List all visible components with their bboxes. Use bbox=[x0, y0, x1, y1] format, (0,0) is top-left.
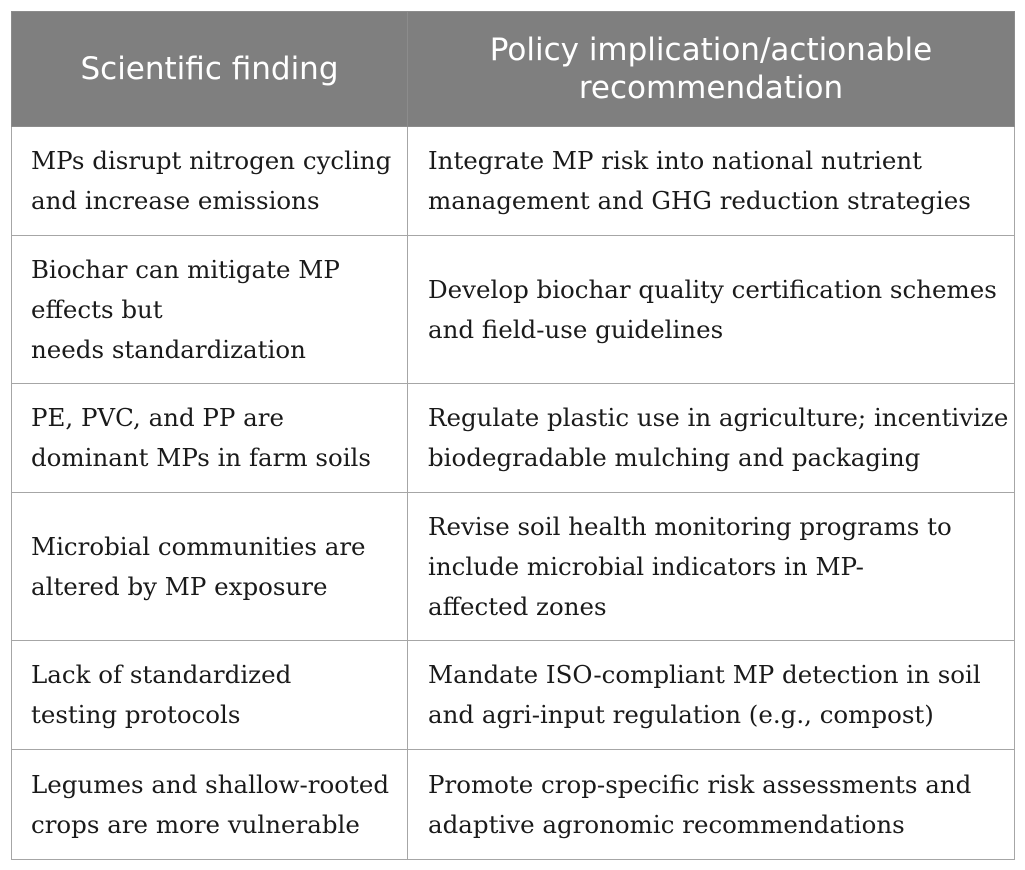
header-finding-text: Scientific finding bbox=[80, 51, 339, 87]
finding-cell bbox=[12, 236, 408, 384]
table-row bbox=[12, 750, 1015, 860]
policy-line: biodegradable mulching and packaging bbox=[428, 443, 921, 472]
table-row bbox=[12, 493, 1015, 641]
policy-cell bbox=[408, 236, 1015, 384]
header-policy-text-line1: Policy implication/actionable bbox=[489, 32, 933, 68]
header-scientific-finding bbox=[12, 12, 408, 127]
policy-cell bbox=[408, 493, 1015, 641]
policy-line: adaptive agronomic recommendations bbox=[428, 809, 905, 839]
policy-cell bbox=[408, 127, 1015, 236]
finding-cell bbox=[12, 641, 408, 750]
policy-cell bbox=[408, 641, 1015, 750]
table-row bbox=[12, 127, 1015, 236]
policy-line: include microbial indicators in MP- bbox=[428, 551, 864, 581]
header-policy-text-line2: recommendation bbox=[578, 70, 844, 106]
finding-line: altered by MP exposure bbox=[31, 571, 328, 601]
header-row bbox=[12, 12, 1015, 127]
policy-line: and field-use guidelines bbox=[428, 314, 724, 344]
table-row bbox=[12, 384, 1015, 493]
table-row bbox=[12, 236, 1015, 384]
finding-line: dominant MPs in farm soils bbox=[31, 443, 371, 472]
finding-cell bbox=[12, 750, 408, 860]
header-policy-implication bbox=[408, 12, 1015, 127]
policy-line: and agri-input regulation (e.g., compost) bbox=[428, 700, 934, 729]
finding-cell bbox=[12, 384, 408, 493]
policy-cell bbox=[408, 384, 1015, 493]
finding-line: Legumes and shallow-rooted bbox=[31, 769, 390, 799]
policy-line: Develop biochar quality certification schemes bbox=[428, 274, 997, 304]
finding-cell bbox=[12, 127, 408, 236]
finding-line: needs standardization bbox=[31, 334, 306, 364]
policy-line: Mandate ISO-compliant MP detection in soil bbox=[428, 660, 981, 689]
finding-line: Lack of standardized bbox=[31, 660, 292, 689]
finding-line: crops are more vulnerable bbox=[31, 809, 360, 839]
finding-line: Biochar can mitigate MP bbox=[31, 254, 340, 284]
findings-policy-table bbox=[11, 11, 1015, 860]
policy-line: affected zones bbox=[428, 591, 607, 621]
policy-line: Regulate plastic use in agriculture; incentivize bbox=[428, 403, 1009, 432]
finding-cell bbox=[12, 493, 408, 641]
finding-line: effects but bbox=[31, 294, 163, 324]
finding-line: PE, PVC, and PP are bbox=[31, 403, 285, 432]
finding-line: MPs disrupt nitrogen cycling bbox=[31, 146, 392, 175]
finding-line: and increase emissions bbox=[31, 186, 320, 215]
policy-line: Promote crop-specific risk assessments and bbox=[428, 769, 972, 799]
finding-line: testing protocols bbox=[31, 700, 241, 729]
policy-line: management and GHG reduction strategies bbox=[428, 186, 971, 215]
policy-line: Revise soil health monitoring programs to bbox=[428, 511, 952, 541]
finding-line: Microbial communities are bbox=[31, 531, 366, 561]
table-row bbox=[12, 641, 1015, 750]
policy-line: Integrate MP risk into national nutrient bbox=[428, 146, 922, 175]
policy-cell bbox=[408, 750, 1015, 860]
